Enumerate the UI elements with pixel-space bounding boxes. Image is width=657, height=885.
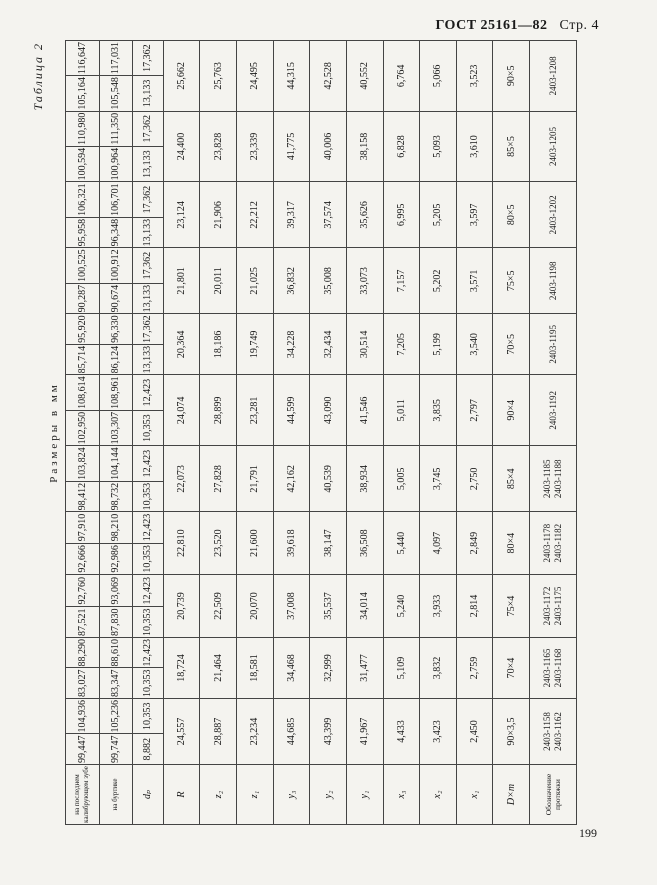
cell-dp: 17,362	[133, 182, 164, 218]
cell-x3: 5,011	[383, 375, 420, 446]
column-header-x2: x₂	[420, 765, 457, 825]
table-field-row	[133, 41, 164, 825]
cell-M_after: 108,614	[66, 375, 100, 411]
cell-z2: 22,509	[200, 575, 237, 638]
cell-designation: 2403-1172 2403-1175	[530, 575, 577, 638]
cell-R: 24,400	[163, 111, 200, 182]
cell-R: 18,724	[163, 638, 200, 699]
column-header-z1: z₁	[236, 765, 273, 825]
cell-y3: 41,775	[273, 111, 310, 182]
cell-x1: 2,750	[456, 446, 493, 512]
cell-M_after: 100,525	[66, 248, 100, 284]
cell-z1: 23,234	[236, 699, 273, 765]
cell-x3: 5,005	[383, 446, 420, 512]
cell-M_new: 117,031	[99, 41, 133, 76]
cell-M_new: 96,330	[99, 314, 133, 345]
cell-dxm: 70×5	[493, 314, 530, 375]
cell-x1: 2,450	[456, 699, 493, 765]
cell-z1: 22,212	[236, 182, 273, 248]
cell-dp: 10,353	[133, 481, 164, 512]
cell-y3: 44,685	[273, 699, 310, 765]
cell-y2: 35,537	[310, 575, 347, 638]
cell-M_after: 87,521	[66, 607, 100, 638]
cell-x2: 5,066	[420, 41, 457, 112]
table-container	[29, 40, 577, 825]
column-header-des: Обозначение протяжки	[530, 765, 577, 825]
cell-z1: 19,749	[236, 314, 273, 375]
cell-y2: 35,008	[310, 248, 347, 314]
cell-dp: 12,423	[133, 375, 164, 411]
cell-M_after: 110,980	[66, 111, 100, 146]
cell-M_after: 90,287	[66, 283, 100, 314]
column-header-M_new: на буртике	[99, 765, 133, 825]
cell-z2: 23,828	[200, 111, 237, 182]
cell-x3: 6,995	[383, 182, 420, 248]
table-caption: Таблица 2	[31, 42, 45, 111]
table-field-row	[200, 41, 237, 825]
column-header-x3: x₃	[383, 765, 420, 825]
cell-z1: 23,339	[236, 111, 273, 182]
column-header-x1: x₁	[456, 765, 493, 825]
cell-dp: 13,133	[133, 76, 164, 112]
cell-M_after: 95,958	[66, 217, 100, 248]
column-header-z2: z₂	[200, 765, 237, 825]
dimensions-caption: Размеры в мм	[48, 382, 60, 483]
cell-y2: 43,090	[310, 375, 347, 446]
dimensions-table	[65, 40, 577, 825]
column-header-M_after: на последнем калибрующем зубе	[66, 765, 100, 825]
cell-dp: 17,362	[133, 111, 164, 146]
cell-dxm: 85×4	[493, 446, 530, 512]
table-field-row	[383, 41, 420, 825]
cell-designation: 2403-1185 2403-1188	[530, 446, 577, 512]
cell-y3: 39,317	[273, 182, 310, 248]
cell-designation: 2403-1208	[530, 41, 577, 112]
cell-M_new: 83,347	[99, 668, 133, 699]
cell-x2: 3,933	[420, 575, 457, 638]
column-header-y2: y₂	[310, 765, 347, 825]
cell-designation: 2403-1198	[530, 248, 577, 314]
cell-M_new: 92,986	[99, 543, 133, 574]
cell-x2: 3,832	[420, 638, 457, 699]
cell-R: 23,124	[163, 182, 200, 248]
cell-R: 20,364	[163, 314, 200, 375]
cell-dp: 17,362	[133, 248, 164, 284]
cell-x3: 5,109	[383, 638, 420, 699]
cell-y1: 40,552	[346, 41, 383, 112]
cell-x3: 6,764	[383, 41, 420, 112]
cell-dp: 13,133	[133, 283, 164, 314]
cell-M_new: 90,674	[99, 283, 133, 314]
table-field-row	[99, 41, 133, 825]
cell-x2: 3,835	[420, 375, 457, 446]
table-field-row	[66, 41, 100, 825]
cell-z1: 21,600	[236, 512, 273, 575]
cell-dxm: 90×4	[493, 375, 530, 446]
cell-y3: 39,618	[273, 512, 310, 575]
cell-x1: 2,849	[456, 512, 493, 575]
table-field-row	[346, 41, 383, 825]
cell-R: 24,074	[163, 375, 200, 446]
cell-M_new: 111,350	[99, 111, 133, 146]
cell-x2: 3,423	[420, 699, 457, 765]
cell-M_new: 105,236	[99, 699, 133, 735]
table-field-row	[493, 41, 530, 825]
cell-R: 21,801	[163, 248, 200, 314]
cell-R: 25,662	[163, 41, 200, 112]
column-header-dxm: D×m	[493, 765, 530, 825]
cell-M_after: 98,412	[66, 481, 100, 512]
cell-dp: 17,362	[133, 41, 164, 76]
cell-y1: 38,158	[346, 111, 383, 182]
cell-y2: 43,399	[310, 699, 347, 765]
cell-z1: 21,025	[236, 248, 273, 314]
cell-z2: 21,464	[200, 638, 237, 699]
column-header-y3: y₃	[273, 765, 310, 825]
cell-M_new: 103,307	[99, 410, 133, 446]
cell-dxm: 80×5	[493, 182, 530, 248]
cell-y1: 36,508	[346, 512, 383, 575]
cell-M_new: 105,548	[99, 76, 133, 112]
column-header-y1: y₁	[346, 765, 383, 825]
cell-designation: 2403-1195	[530, 314, 577, 375]
cell-x1: 3,597	[456, 182, 493, 248]
cell-dp: 10,353	[133, 607, 164, 638]
standard-title: ГОСТ 25161—82	[435, 18, 548, 33]
cell-M_new: 99,747	[99, 734, 133, 765]
cell-dp: 10,353	[133, 668, 164, 699]
cell-y1: 30,514	[346, 314, 383, 375]
cell-M_after: 116,647	[66, 41, 100, 76]
cell-dp: 12,423	[133, 446, 164, 482]
cell-y3: 34,468	[273, 638, 310, 699]
cell-x3: 7,205	[383, 314, 420, 375]
cell-dxm: 80×4	[493, 512, 530, 575]
cell-dxm: 90×3,5	[493, 699, 530, 765]
cell-dp: 10,353	[133, 410, 164, 446]
cell-dxm: 90×5	[493, 41, 530, 112]
cell-dp: 12,423	[133, 638, 164, 669]
cell-dxm: 75×5	[493, 248, 530, 314]
cell-y1: 41,546	[346, 375, 383, 446]
cell-y1: 41,967	[346, 699, 383, 765]
cell-x1: 3,523	[456, 41, 493, 112]
cell-y1: 34,014	[346, 575, 383, 638]
table-field-row	[236, 41, 273, 825]
cell-dp: 10,353	[133, 543, 164, 574]
cell-designation: 2403-1178 2403-1182	[530, 512, 577, 575]
cell-M_after: 83,027	[66, 668, 100, 699]
cell-y3: 44,599	[273, 375, 310, 446]
cell-designation: 2403-1192	[530, 375, 577, 446]
cell-M_new: 86,124	[99, 344, 133, 375]
cell-z1: 18,581	[236, 638, 273, 699]
cell-M_after: 104,936	[66, 699, 100, 735]
cell-dp: 8,882	[133, 734, 164, 765]
cell-x3: 6,828	[383, 111, 420, 182]
cell-M_after: 99,447	[66, 734, 100, 765]
cell-z2: 28,887	[200, 699, 237, 765]
column-header-R: R	[163, 765, 200, 825]
cell-M_after: 95,920	[66, 314, 100, 345]
cell-M_new: 96,348	[99, 217, 133, 248]
cell-M_new: 87,830	[99, 607, 133, 638]
cell-M_after: 103,824	[66, 446, 100, 482]
cell-designation: 2403-1205	[530, 111, 577, 182]
cell-M_after: 85,714	[66, 344, 100, 375]
cell-dp: 12,423	[133, 512, 164, 543]
cell-dp: 10,353	[133, 699, 164, 735]
cell-M_after: 102,950	[66, 410, 100, 446]
cell-M_after: 105,164	[66, 76, 100, 112]
cell-z1: 23,281	[236, 375, 273, 446]
cell-y3: 34,228	[273, 314, 310, 375]
cell-x1: 2,814	[456, 575, 493, 638]
cell-y3: 36,832	[273, 248, 310, 314]
cell-M_new: 100,964	[99, 146, 133, 182]
cell-M_new: 106,701	[99, 182, 133, 218]
cell-z2: 23,520	[200, 512, 237, 575]
cell-dp: 12,423	[133, 575, 164, 608]
cell-z2: 25,763	[200, 41, 237, 112]
cell-designation: 2403-1158 2403-1162	[530, 699, 577, 765]
cell-x2: 4,097	[420, 512, 457, 575]
cell-x2: 5,199	[420, 314, 457, 375]
page-label: Стр. 4	[559, 18, 599, 33]
table-field-row	[530, 41, 577, 825]
cell-z2: 27,828	[200, 446, 237, 512]
cell-M_after: 92,760	[66, 575, 100, 608]
cell-z2: 20,011	[200, 248, 237, 314]
cell-y2: 38,147	[310, 512, 347, 575]
cell-designation: 2403-1202	[530, 182, 577, 248]
table-field-row	[456, 41, 493, 825]
cell-x3: 4,433	[383, 699, 420, 765]
cell-M_new: 93,069	[99, 575, 133, 608]
cell-R: 22,073	[163, 446, 200, 512]
cell-y1: 31,477	[346, 638, 383, 699]
cell-y2: 42,528	[310, 41, 347, 112]
cell-x3: 5,240	[383, 575, 420, 638]
rotated-table-region	[29, 40, 577, 825]
cell-y3: 44,315	[273, 41, 310, 112]
cell-x1: 2,797	[456, 375, 493, 446]
cell-y1: 33,073	[346, 248, 383, 314]
cell-z1: 24,495	[236, 41, 273, 112]
cell-z1: 20,070	[236, 575, 273, 638]
cell-y2: 40,006	[310, 111, 347, 182]
table-field-row	[310, 41, 347, 825]
table-field-row	[420, 41, 457, 825]
cell-y1: 38,934	[346, 446, 383, 512]
cell-x3: 7,157	[383, 248, 420, 314]
cell-M_new: 104,144	[99, 446, 133, 482]
cell-z2: 28,899	[200, 375, 237, 446]
cell-x1: 2,759	[456, 638, 493, 699]
cell-y3: 42,162	[273, 446, 310, 512]
cell-dp: 13,133	[133, 217, 164, 248]
cell-dxm: 75×4	[493, 575, 530, 638]
cell-R: 20,739	[163, 575, 200, 638]
cell-M_after: 100,594	[66, 146, 100, 182]
cell-M_new: 108,961	[99, 375, 133, 411]
cell-M_new: 100,912	[99, 248, 133, 284]
cell-M_new: 98,210	[99, 512, 133, 543]
cell-R: 24,557	[163, 699, 200, 765]
cell-x1: 3,571	[456, 248, 493, 314]
cell-x2: 5,205	[420, 182, 457, 248]
cell-M_after: 106,321	[66, 182, 100, 218]
cell-y2: 40,539	[310, 446, 347, 512]
cell-M_after: 97,910	[66, 512, 100, 543]
cell-M_after: 92,666	[66, 543, 100, 574]
table-field-row	[273, 41, 310, 825]
cell-dp: 17,362	[133, 314, 164, 345]
cell-x3: 5,440	[383, 512, 420, 575]
cell-y2: 32,434	[310, 314, 347, 375]
cell-M_new: 88,610	[99, 638, 133, 669]
cell-x1: 3,540	[456, 314, 493, 375]
cell-M_after: 88,290	[66, 638, 100, 669]
cell-M_new: 98,732	[99, 481, 133, 512]
cell-designation: 2403-1165 2403-1168	[530, 638, 577, 699]
page-number: 199	[579, 826, 597, 840]
cell-x2: 5,093	[420, 111, 457, 182]
cell-dp: 13,133	[133, 146, 164, 182]
column-header-dp: dₚ	[133, 765, 164, 825]
cell-dxm: 85×5	[493, 111, 530, 182]
cell-y2: 32,999	[310, 638, 347, 699]
cell-R: 22,810	[163, 512, 200, 575]
cell-x2: 3,745	[420, 446, 457, 512]
page-header	[435, 18, 599, 34]
cell-x1: 3,610	[456, 111, 493, 182]
cell-dp: 13,133	[133, 344, 164, 375]
cell-z2: 18,186	[200, 314, 237, 375]
cell-dxm: 70×4	[493, 638, 530, 699]
cell-z2: 21,906	[200, 182, 237, 248]
cell-x2: 5,202	[420, 248, 457, 314]
cell-y2: 37,574	[310, 182, 347, 248]
cell-y3: 37,008	[273, 575, 310, 638]
cell-y1: 35,626	[346, 182, 383, 248]
table-field-row	[163, 41, 200, 825]
cell-z1: 21,791	[236, 446, 273, 512]
